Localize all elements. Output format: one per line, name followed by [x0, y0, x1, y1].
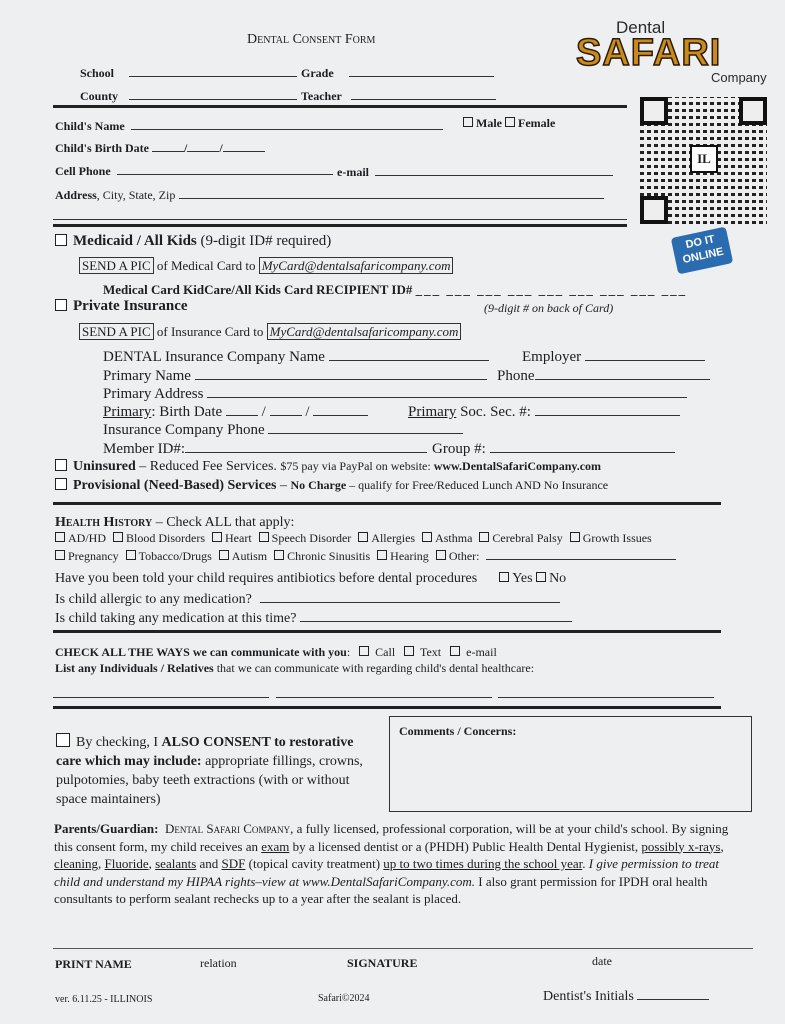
insurance-phone-label: Insurance Company Phone	[103, 422, 265, 438]
parents-statement: Parents/Guardian: Dental Safari Company, a fully licensed, professional corporation, will be at your child's school. By signing this consent form, my child receives an exam by a licensed dentist or a (PHDH) Public Health Dental Hygienist, possibly x-rays, cleaning, Fluoride, sealants and SDF (topical cavity treatment) up to two times during the school year. I give permission to treat child and understand my HIPAA rights–view at www.DentalSafariCompany.com. I also grant permission for IPDH oral health consultants to perform sealant rechecks up to a year after the sealant is placed.	[54, 821, 729, 906]
recipient-id-field[interactable]: Medical Card KidCare/All Kids Card RECIPIENT ID# ___ ___ ___ ___ ___ ___ ___ ___ ___	[103, 282, 688, 297]
health-option[interactable]	[377, 549, 429, 563]
health-checkbox[interactable]	[274, 550, 284, 560]
school-label: School	[80, 66, 115, 80]
provisional-checkbox[interactable]	[55, 478, 67, 490]
primary-name-field[interactable]	[103, 367, 487, 385]
yes-checkbox[interactable]	[499, 572, 509, 582]
health-option[interactable]	[570, 531, 652, 545]
health-checkbox[interactable]	[55, 550, 65, 560]
health-option-label: Cerebral Palsy	[492, 531, 563, 545]
website-link[interactable]: www.DentalSafariCompany.com	[433, 459, 602, 473]
qr-label: IL	[690, 145, 718, 173]
signature-label: SIGNATURE	[347, 956, 418, 970]
female-label: Female	[518, 116, 556, 130]
county-label: County	[80, 89, 119, 103]
health-checkbox[interactable]	[436, 550, 446, 560]
health-checkbox[interactable]	[377, 550, 387, 560]
send-text: of Insurance Card to	[156, 324, 264, 339]
logo-main: SAFARI	[576, 32, 722, 74]
health-checkbox[interactable]	[113, 532, 123, 542]
allergic-label: Is child allergic to any medication?	[55, 592, 252, 607]
communicate-title: CHECK ALL THE WAYS we can communicate with you	[55, 645, 347, 659]
health-option-label: Allergies	[371, 531, 416, 545]
medicaid-checkbox[interactable]	[55, 234, 67, 246]
pay-text: pay via PayPal on website:	[298, 459, 434, 473]
text-checkbox[interactable]	[404, 646, 414, 656]
consent-pre: By checking, I	[76, 735, 162, 750]
health-option[interactable]	[212, 531, 252, 545]
yes-label: Yes	[512, 571, 533, 586]
health-checkbox[interactable]	[219, 550, 229, 560]
call-checkbox[interactable]	[359, 646, 369, 656]
insurance-phone-field[interactable]	[103, 421, 463, 439]
health-option[interactable]	[126, 549, 212, 563]
divider	[53, 105, 627, 108]
logo	[576, 18, 766, 88]
relation-label: relation	[200, 956, 237, 970]
call-label: Call	[375, 645, 396, 659]
address-label: Address	[55, 188, 97, 202]
insurance-company-field[interactable]	[103, 348, 489, 366]
health-option[interactable]	[436, 549, 480, 563]
send-text: of Medical Card to	[156, 258, 256, 273]
relative-field-1[interactable]	[53, 697, 269, 698]
male-label: Male	[476, 116, 502, 130]
form-title: Dental Consent Form	[247, 32, 376, 47]
antibiotics-question	[55, 571, 566, 587]
health-option[interactable]	[274, 549, 370, 563]
health-checkbox[interactable]	[126, 550, 136, 560]
employer-label: Employer	[522, 349, 582, 365]
health-option[interactable]	[259, 531, 352, 545]
health-option-label: Other:	[448, 549, 480, 563]
phone-label: Phone	[497, 368, 535, 384]
health-history-subtitle: – Check ALL that apply:	[152, 515, 295, 530]
divider	[53, 224, 627, 227]
relative-field-2[interactable]	[276, 697, 492, 698]
date-label: date	[592, 954, 612, 968]
address-line-2[interactable]	[53, 219, 627, 220]
send-pic-label: SEND A PIC	[79, 257, 154, 274]
no-charge: No Charge	[290, 478, 347, 492]
primary-label: Primary	[408, 404, 457, 420]
birth-date-label: Child's Birth Date	[55, 141, 150, 155]
send-pic-label: SEND A PIC	[79, 323, 154, 340]
provisional-text: – qualify for Free/Reduced Lunch AND No Insurance	[346, 478, 609, 492]
health-checkbox[interactable]	[55, 532, 65, 542]
restorative-consent	[56, 733, 381, 809]
no-checkbox[interactable]	[536, 572, 546, 582]
digit-note: (9-digit # on back of Card)	[484, 301, 614, 315]
insurance-company-label: DENTAL Insurance Company Name	[103, 349, 325, 365]
comments-label: Comments / Concerns:	[399, 724, 517, 738]
primary-label: Primary	[103, 404, 152, 420]
qr-code[interactable]	[640, 97, 767, 224]
health-option-label: Autism	[231, 549, 268, 563]
health-checkbox[interactable]	[212, 532, 222, 542]
health-row-1	[55, 531, 659, 546]
email-label: e-mail	[337, 165, 369, 179]
do-it-online-button[interactable]: DO IT ONLINE	[671, 227, 733, 275]
grade-field[interactable]	[301, 64, 494, 81]
antibiotics-label: Have you been told your child requires antibiotics before dental procedures	[55, 571, 478, 586]
health-option[interactable]	[55, 549, 119, 563]
signature-line[interactable]	[53, 948, 753, 949]
divider	[53, 502, 721, 505]
other-field[interactable]	[486, 547, 676, 560]
cell-phone-label: Cell Phone	[55, 164, 111, 178]
logo-top: Dental	[616, 18, 666, 37]
soc-sec-field[interactable]	[408, 403, 680, 421]
health-option-label: Chronic Sinusitis	[287, 549, 371, 563]
dentist-initials-field[interactable]	[543, 987, 709, 1005]
provisional-label: Provisional (Need-Based) Services	[73, 478, 277, 493]
list-individuals-text: that we can communicate with regarding child's dental healthcare:	[213, 661, 535, 675]
medication-label: Is child taking any medication at this time?	[55, 611, 297, 626]
health-history-title: Health History	[55, 515, 153, 530]
medicaid-note: (9-digit ID# required)	[200, 233, 332, 249]
recipient-id-label: Medical Card KidCare/All Kids Card RECIPIENT ID#	[103, 282, 413, 297]
county-field[interactable]	[80, 87, 297, 104]
comments-box[interactable]	[389, 716, 752, 812]
member-id-field[interactable]	[103, 440, 427, 458]
primary-address-field[interactable]	[103, 385, 687, 403]
logo-bottom: Company	[711, 70, 767, 85]
list-individuals-label: List any Individuals / Relatives	[55, 661, 214, 675]
private-insurance-checkbox[interactable]	[55, 299, 67, 311]
print-name-label: PRINT NAME	[55, 957, 132, 971]
divider	[53, 630, 721, 633]
cell-phone-field[interactable]	[55, 162, 333, 179]
parents-label: Parents/Guardian:	[54, 821, 159, 836]
phone-field[interactable]	[497, 367, 710, 385]
teacher-field[interactable]	[301, 87, 496, 104]
birth-date-label: : Birth Date	[151, 404, 223, 420]
female-checkbox[interactable]	[505, 117, 515, 127]
email-field[interactable]	[337, 163, 613, 180]
health-option[interactable]	[55, 531, 106, 545]
health-checkbox[interactable]	[422, 532, 432, 542]
medication-field[interactable]	[55, 609, 572, 627]
health-option[interactable]	[479, 531, 562, 545]
medical-card-email-link[interactable]: MyCard@dentalsafaricompany.com	[259, 257, 454, 274]
divider	[53, 706, 721, 709]
teacher-label: Teacher	[301, 89, 342, 103]
health-option-label: Tobacco/Drugs	[138, 549, 212, 563]
health-row-2	[55, 547, 676, 564]
group-label: Group #:	[432, 441, 486, 457]
dentist-initials-label: Dentist's Initials	[543, 989, 634, 1004]
address-label-rest: , City, State, Zip	[96, 188, 176, 202]
health-checkbox[interactable]	[358, 532, 368, 542]
version-label: ver. 6.11.25 - ILLINOIS	[55, 994, 153, 1005]
uninsured-text: – Reduced Fee Services.	[135, 459, 281, 474]
health-option-label: Speech Disorder	[271, 531, 352, 545]
medicaid-label: Medicaid / All Kids	[73, 233, 197, 249]
male-checkbox[interactable]	[463, 117, 473, 127]
child-name-label: Child's Name	[55, 119, 125, 133]
health-option[interactable]	[358, 531, 415, 545]
health-option[interactable]	[219, 549, 267, 563]
health-option-label: Growth Issues	[582, 531, 652, 545]
health-option-label: Asthma	[435, 531, 473, 545]
consent-rest: appropriate fillings, crowns, pulpotomies, baby teeth extractions (with or without space maintainers)	[56, 754, 363, 807]
health-option-label: Heart	[225, 531, 252, 545]
grade-label: Grade	[301, 66, 334, 80]
health-checkbox[interactable]	[259, 532, 269, 542]
health-checkbox[interactable]	[479, 532, 489, 542]
health-option-label: Pregnancy	[68, 549, 119, 563]
primary-address-label: Primary Address	[103, 386, 204, 402]
text-label: Text	[419, 645, 442, 659]
child-name-field[interactable]	[55, 117, 443, 134]
no-label: No	[549, 571, 567, 586]
school-field[interactable]	[80, 64, 297, 81]
relative-field-3[interactable]	[498, 697, 714, 698]
address-field[interactable]	[55, 186, 604, 203]
group-field[interactable]	[432, 440, 675, 458]
restorative-consent-checkbox[interactable]	[56, 733, 70, 747]
health-option-label: Hearing	[390, 549, 429, 563]
employer-field[interactable]	[522, 348, 705, 366]
soc-sec-label: Soc. Sec. #:	[456, 404, 531, 420]
health-option-label: AD/HD	[68, 531, 106, 545]
copyright-label: Safari©2024	[318, 993, 370, 1004]
health-checkbox[interactable]	[570, 532, 580, 542]
insurance-card-email-link[interactable]: MyCard@dentalsafaricompany.com	[267, 323, 462, 340]
fee: $75	[280, 459, 299, 473]
allergic-field[interactable]	[55, 590, 560, 608]
private-insurance-label: Private Insurance	[73, 298, 188, 314]
primary-birth-date-field[interactable]: Primary: Birth Date / /	[103, 403, 368, 421]
member-id-label: Member ID#:	[103, 441, 186, 457]
uninsured-label: Uninsured	[73, 459, 136, 474]
uninsured-checkbox[interactable]	[55, 459, 67, 471]
health-option[interactable]	[113, 531, 205, 545]
birth-date-field[interactable]: Child's Birth Date / /	[55, 139, 265, 156]
consent-bold: ALSO CONSENT to restorative care which may include:	[56, 735, 354, 769]
primary-name-label: Primary Name	[103, 368, 191, 384]
health-option[interactable]	[422, 531, 472, 545]
health-option-label: Blood Disorders	[126, 531, 205, 545]
email-label: e-mail	[466, 645, 497, 659]
email-checkbox[interactable]	[450, 646, 460, 656]
